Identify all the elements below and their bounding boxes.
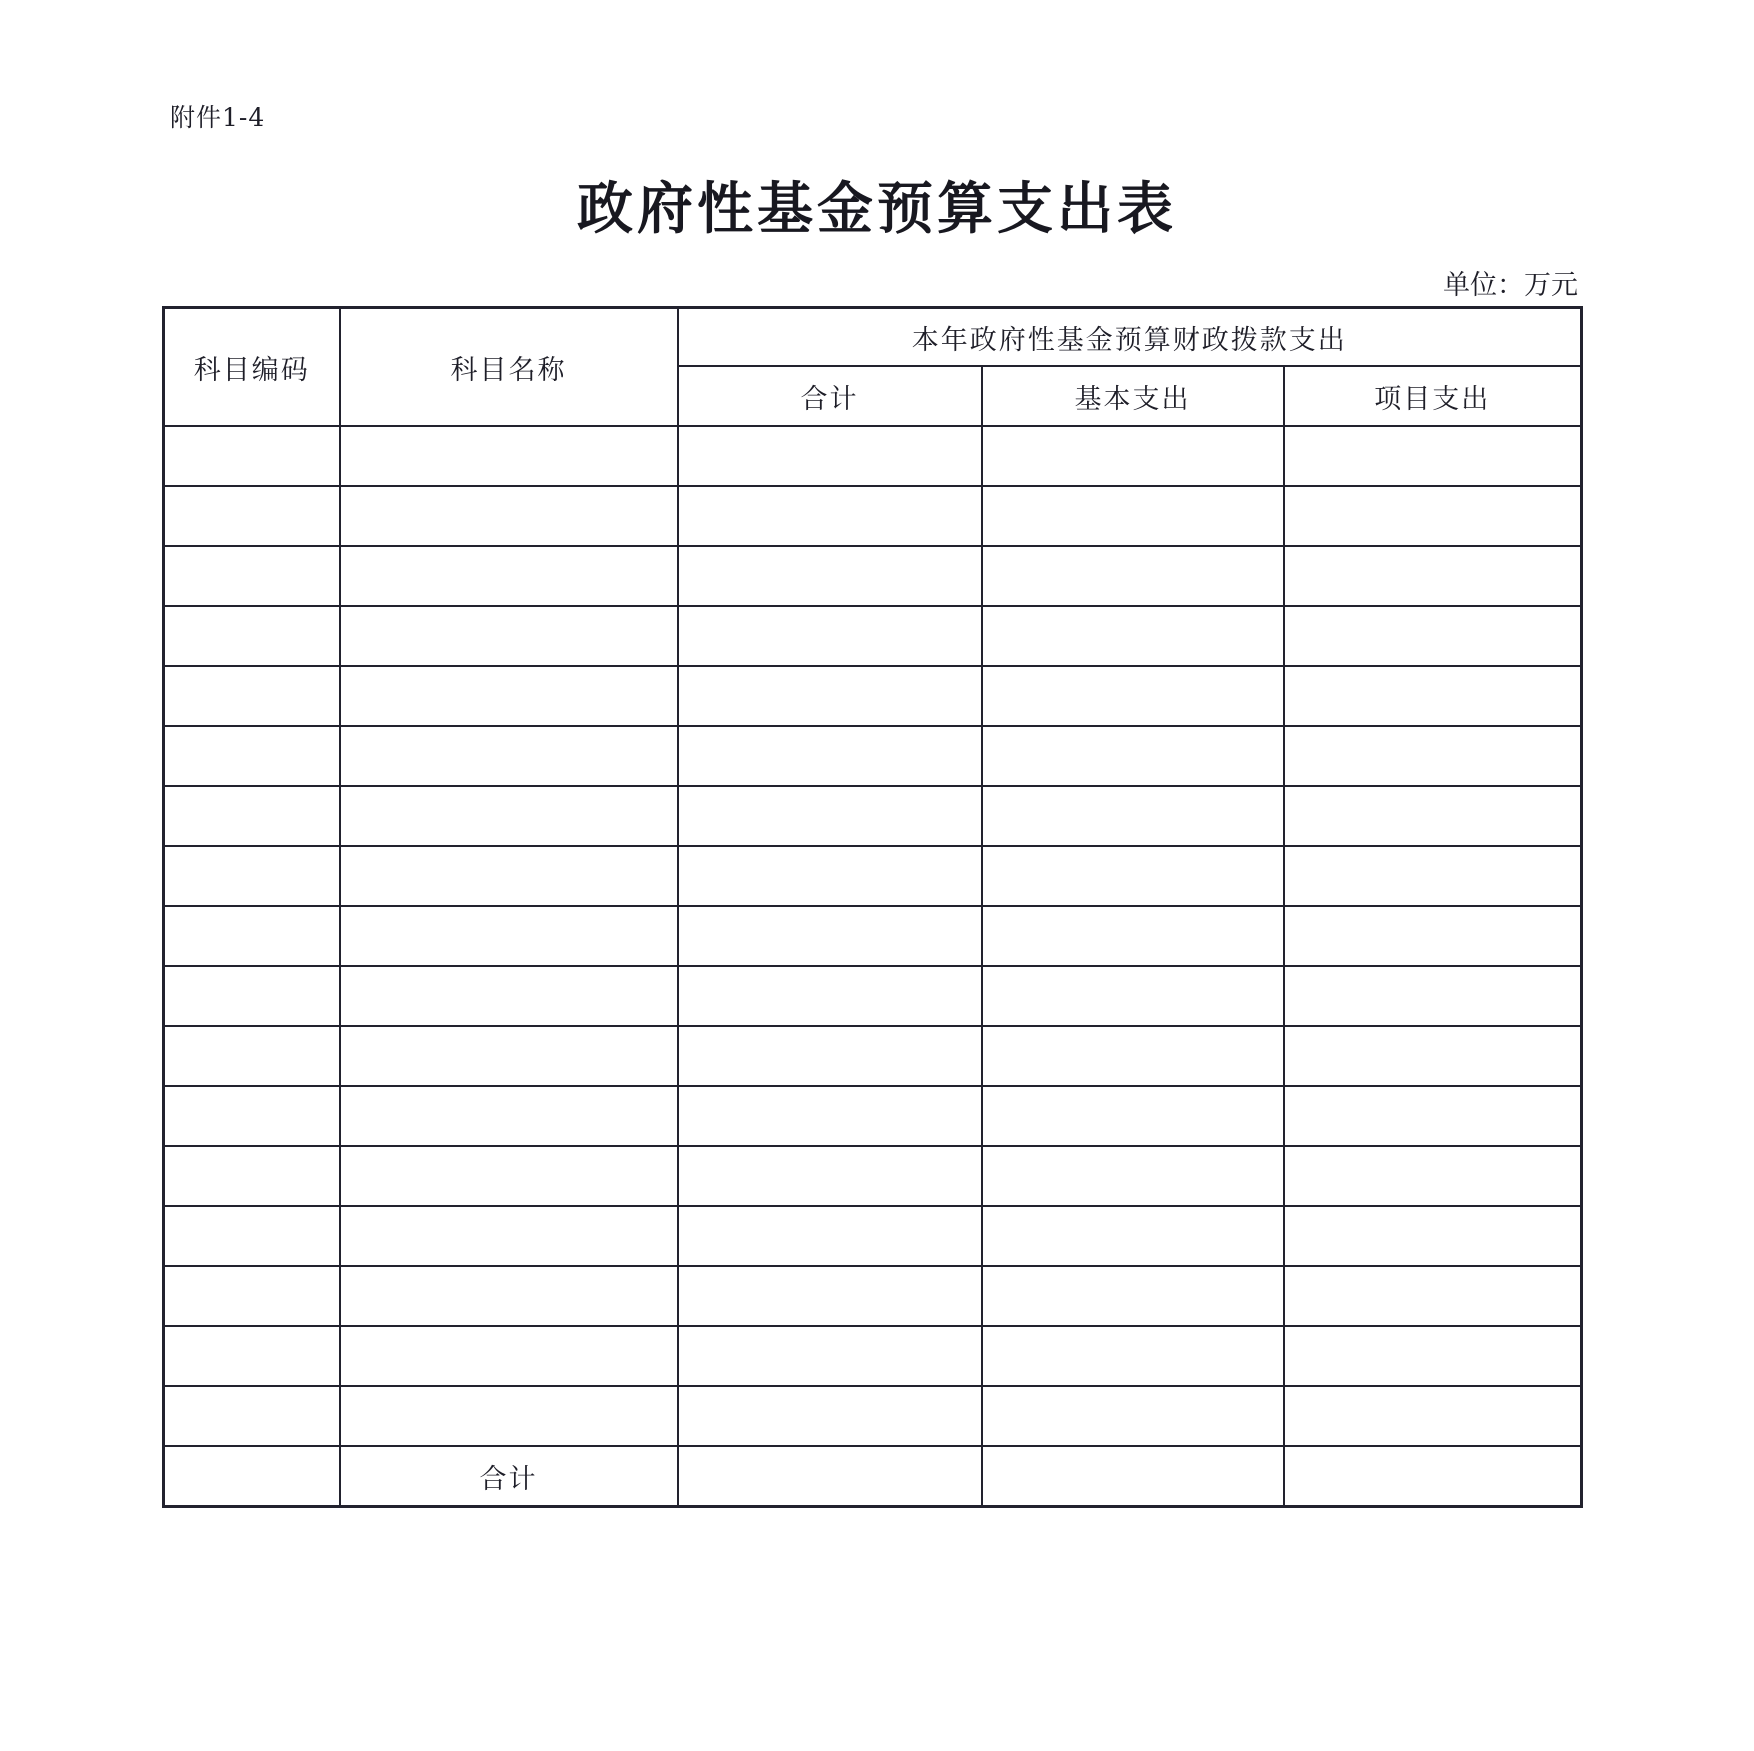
cell-basic-expenditure	[982, 846, 1284, 906]
cell-basic-expenditure	[982, 1206, 1284, 1266]
cell-subject-code	[164, 1266, 340, 1326]
table-row	[164, 1326, 1582, 1386]
cell-total	[678, 546, 982, 606]
cell-project-expenditure	[1284, 1086, 1582, 1146]
cell-total	[678, 1266, 982, 1326]
cell-subject-name	[340, 1086, 678, 1146]
table-row	[164, 1266, 1582, 1326]
table-body	[164, 426, 1582, 1507]
table-row	[164, 726, 1582, 786]
cell-basic-expenditure	[982, 1026, 1284, 1086]
cell-basic-expenditure	[982, 486, 1284, 546]
cell-total	[678, 666, 982, 726]
cell-total	[678, 486, 982, 546]
cell-subject-code	[164, 666, 340, 726]
cell-subject-name	[340, 1206, 678, 1266]
cell-total	[678, 966, 982, 1026]
cell-total	[678, 426, 982, 486]
header-project-expenditure: 项目支出	[1284, 366, 1582, 426]
cell-subject-name	[340, 486, 678, 546]
cell-subject-code	[164, 846, 340, 906]
cell-basic-expenditure	[982, 666, 1284, 726]
cell-subject-name	[340, 546, 678, 606]
cell-total	[678, 726, 982, 786]
cell-subject-name	[340, 1326, 678, 1386]
cell-subject-name	[340, 426, 678, 486]
page-title: 政府性基金预算支出表	[577, 176, 1177, 242]
cell-subject-name	[340, 1386, 678, 1446]
cell-project-expenditure	[1284, 1386, 1582, 1446]
unit-label: 单位：万元	[1443, 270, 1578, 301]
cell-subject-code	[164, 786, 340, 846]
cell-total	[678, 1026, 982, 1086]
cell-basic-expenditure	[982, 1326, 1284, 1386]
header-subject-code: 科目编码	[164, 308, 340, 427]
cell-subject-code	[164, 1026, 340, 1086]
table-row	[164, 1206, 1582, 1266]
cell-project-expenditure	[1284, 546, 1582, 606]
cell-project-expenditure	[1284, 486, 1582, 546]
cell-basic-expenditure	[982, 726, 1284, 786]
table-row	[164, 1086, 1582, 1146]
cell-subject-name	[340, 1146, 678, 1206]
cell-subject-code	[164, 606, 340, 666]
cell-basic-expenditure	[982, 966, 1284, 1026]
cell-basic-expenditure	[982, 426, 1284, 486]
cell-total	[678, 846, 982, 906]
cell-project-expenditure	[1284, 1206, 1582, 1266]
table-row	[164, 1146, 1582, 1206]
table-row	[164, 486, 1582, 546]
cell-subject-code	[164, 1386, 340, 1446]
attachment-label: 附件1-4	[170, 103, 266, 132]
cell-subject-name	[340, 1266, 678, 1326]
table-row	[164, 846, 1582, 906]
cell-project-expenditure	[1284, 1026, 1582, 1086]
total-row-total	[678, 1446, 982, 1507]
cell-project-expenditure	[1284, 726, 1582, 786]
cell-total	[678, 786, 982, 846]
cell-subject-name	[340, 906, 678, 966]
total-row-label: 合计	[340, 1446, 678, 1507]
cell-basic-expenditure	[982, 1146, 1284, 1206]
table-row	[164, 966, 1582, 1026]
cell-project-expenditure	[1284, 426, 1582, 486]
cell-project-expenditure	[1284, 1266, 1582, 1326]
cell-subject-name	[340, 846, 678, 906]
cell-project-expenditure	[1284, 966, 1582, 1026]
cell-basic-expenditure	[982, 606, 1284, 666]
total-row-project	[1284, 1446, 1582, 1507]
cell-subject-code	[164, 1146, 340, 1206]
header-subject-name: 科目名称	[340, 308, 678, 427]
cell-project-expenditure	[1284, 606, 1582, 666]
budget-table	[162, 306, 1583, 1508]
cell-subject-name	[340, 786, 678, 846]
cell-subject-name	[340, 606, 678, 666]
cell-basic-expenditure	[982, 786, 1284, 846]
cell-basic-expenditure	[982, 906, 1284, 966]
cell-project-expenditure	[1284, 1146, 1582, 1206]
cell-total	[678, 1146, 982, 1206]
cell-subject-code	[164, 726, 340, 786]
cell-subject-code	[164, 546, 340, 606]
header-expenditure-group: 本年政府性基金预算财政拨款支出	[678, 308, 1582, 367]
cell-basic-expenditure	[982, 1386, 1284, 1446]
table-row	[164, 1026, 1582, 1086]
cell-subject-name	[340, 1026, 678, 1086]
table-row	[164, 426, 1582, 486]
header-basic-expenditure: 基本支出	[982, 366, 1284, 426]
total-row-basic	[982, 1446, 1284, 1507]
total-row	[164, 1446, 1582, 1507]
cell-total	[678, 1386, 982, 1446]
cell-total	[678, 906, 982, 966]
cell-total	[678, 606, 982, 666]
cell-project-expenditure	[1284, 786, 1582, 846]
cell-subject-name	[340, 966, 678, 1026]
cell-subject-code	[164, 1206, 340, 1266]
table-row	[164, 906, 1582, 966]
cell-project-expenditure	[1284, 1326, 1582, 1386]
table-row	[164, 1386, 1582, 1446]
cell-project-expenditure	[1284, 906, 1582, 966]
cell-total	[678, 1206, 982, 1266]
cell-total	[678, 1326, 982, 1386]
cell-project-expenditure	[1284, 846, 1582, 906]
cell-subject-name	[340, 726, 678, 786]
table-row	[164, 786, 1582, 846]
header-total: 合计	[678, 366, 982, 426]
cell-total	[678, 1086, 982, 1146]
cell-project-expenditure	[1284, 666, 1582, 726]
cell-basic-expenditure	[982, 1266, 1284, 1326]
cell-subject-code	[164, 966, 340, 1026]
cell-subject-code	[164, 906, 340, 966]
table-header	[164, 308, 1582, 427]
table-row	[164, 666, 1582, 726]
cell-subject-code	[164, 486, 340, 546]
cell-basic-expenditure	[982, 1086, 1284, 1146]
cell-subject-code	[164, 426, 340, 486]
cell-subject-name	[340, 666, 678, 726]
cell-subject-code	[164, 1326, 340, 1386]
table-row	[164, 546, 1582, 606]
total-row-code	[164, 1446, 340, 1507]
cell-basic-expenditure	[982, 546, 1284, 606]
cell-subject-code	[164, 1086, 340, 1146]
table-row	[164, 606, 1582, 666]
